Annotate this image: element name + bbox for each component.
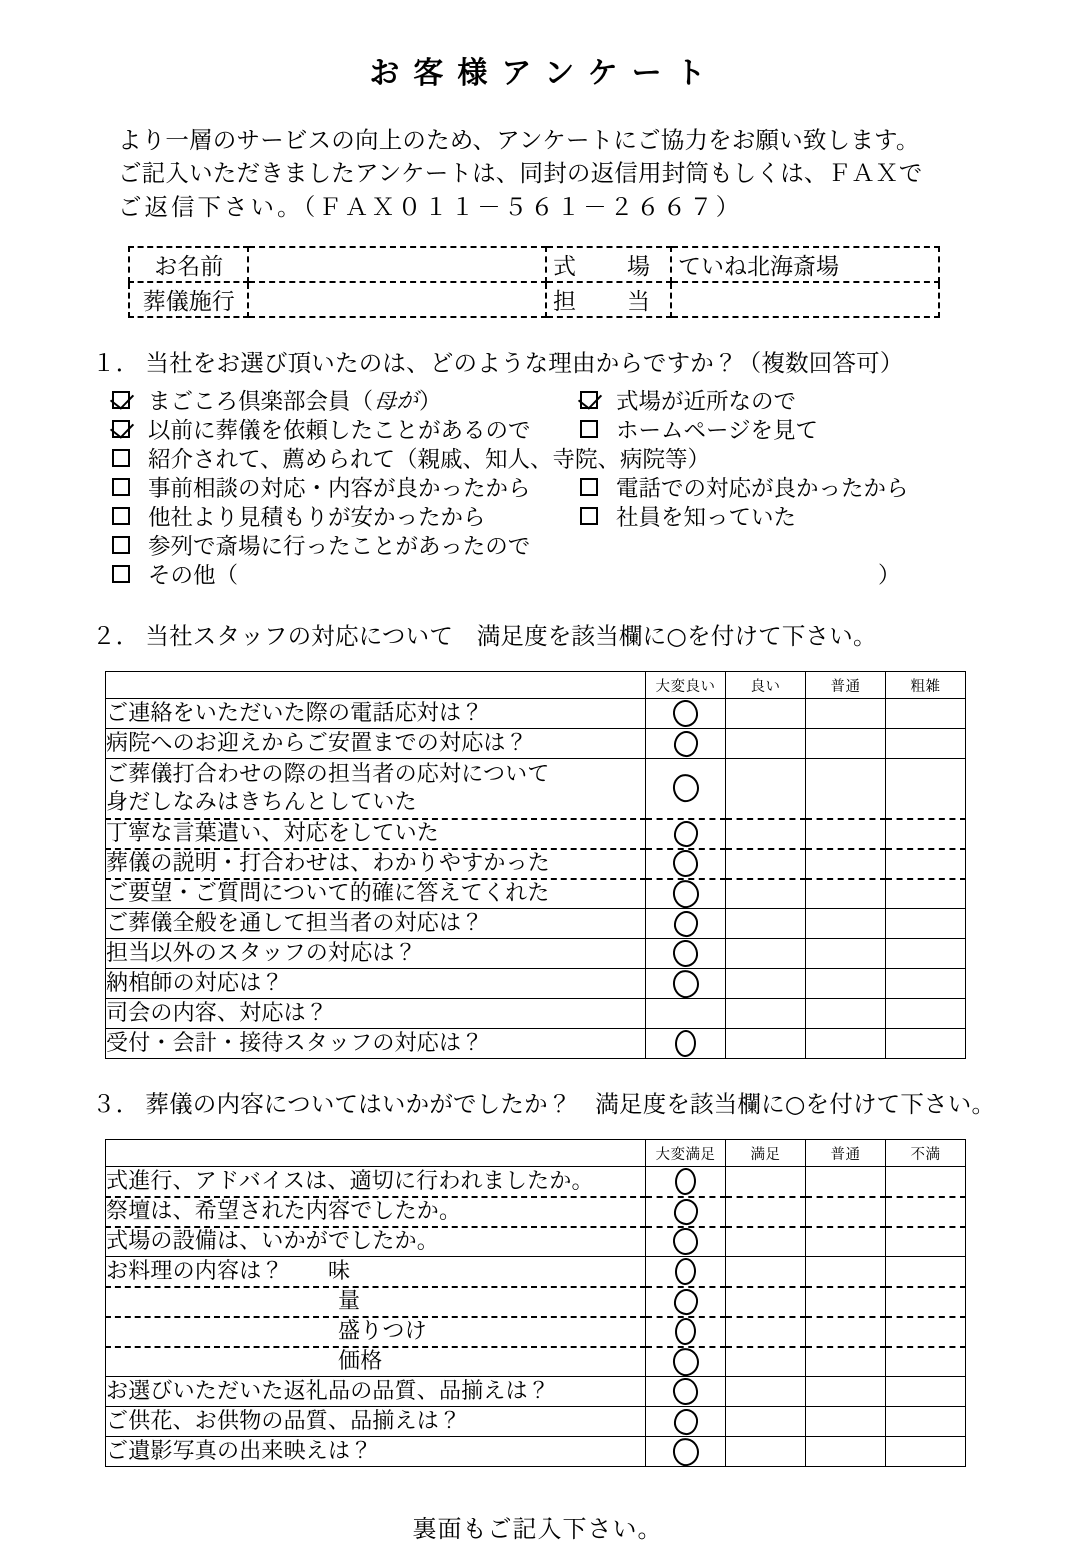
rating-cell-dissatisfied[interactable] [886,1197,966,1227]
rating-cell-normal[interactable] [806,1197,886,1227]
table-row [106,1287,966,1317]
rating-cell-poor[interactable] [886,1029,966,1059]
question-2-number: ２． [92,622,140,651]
row-label: 価格 [106,1347,646,1377]
rating-cell-dissatisfied[interactable] [886,1377,966,1407]
page-title: お客様アンケート [369,56,720,91]
name-value[interactable] [248,247,546,282]
table-row [106,939,966,969]
intro-paragraph [118,124,1075,224]
customer-info-table [128,246,940,318]
header-normal: 普通 [806,672,886,699]
row-label [106,759,646,819]
checkbox-icon[interactable] [580,420,598,438]
circle-mark-icon [674,1318,696,1346]
checkbox-icon[interactable] [580,478,598,496]
rating-cell-dissatisfied[interactable] [886,1407,966,1437]
checkbox-checked-icon[interactable] [112,420,130,438]
checkbox-icon[interactable] [112,565,130,583]
checkbox-checked-icon[interactable] [580,391,598,409]
rating-cell-very-good[interactable] [646,699,726,729]
option-row [112,442,1075,474]
circle-mark-icon [672,1408,698,1436]
circle-mark-icon [670,877,701,910]
circle-mark-icon [674,1030,696,1058]
rating-cell-dissatisfied[interactable] [886,1257,966,1287]
table-row [106,1167,966,1197]
row-label: 量 [106,1287,646,1317]
option-row [112,500,1075,532]
option-label: 紹介されて、薦められて（親戚、知人、寺院、病院等） [148,447,711,474]
table-row [106,969,966,999]
rating-cell-very-satisfied[interactable] [646,1347,726,1377]
header-good: 良い [726,672,806,699]
option-suffix: ） [419,389,442,416]
table-row [106,1377,966,1407]
table-header-row [106,672,966,699]
row-label: お選びいただいた返礼品の品質、品揃えは？ [106,1377,646,1407]
rating-cell-good[interactable] [726,819,806,849]
table-row [106,1407,966,1437]
header-dissatisfied: 不満 [886,1140,966,1167]
checkbox-checked-icon[interactable] [112,391,130,409]
handwritten-note: 母が [373,387,419,415]
rating-cell-satisfied[interactable] [726,1437,806,1467]
rating-cell-very-good[interactable] [646,939,726,969]
rating-cell-normal[interactable] [806,1347,886,1377]
option-homepage[interactable] [580,413,980,445]
checkbox-icon[interactable] [112,449,130,467]
rating-cell-very-satisfied[interactable] [646,1317,726,1347]
header-very-good: 大変良い [646,672,726,699]
option-other[interactable] [112,558,922,590]
survey-page [0,48,1075,1568]
option-row [112,413,1075,445]
rating-cell-normal[interactable] [806,1437,886,1467]
rating-cell-good[interactable] [726,999,806,1029]
rating-cell-very-good[interactable] [646,819,726,849]
question-1-block [0,344,1075,590]
row-label: ご葬儀全般を通して担当者の対応は？ [106,909,646,939]
rating-cell-good[interactable] [726,699,806,729]
rating-cell-good[interactable] [726,939,806,969]
question-3-heading [92,1085,1075,1119]
rating-cell-normal[interactable] [806,939,886,969]
rating-cell-very-good[interactable] [646,879,726,909]
header-poor: 粗雑 [886,672,966,699]
rating-cell-poor[interactable] [886,879,966,909]
rating-cell-satisfied[interactable] [726,1347,806,1377]
option-label: その他（ [148,563,239,590]
rating-cell-normal[interactable] [806,1407,886,1437]
rating-cell-satisfied[interactable] [726,1377,806,1407]
question-3-number: ３． [92,1090,140,1119]
rating-cell-very-satisfied[interactable] [646,1407,726,1437]
row-label-line-1: ご葬儀打合わせの際の担当者の応対について [106,762,550,788]
rating-cell-good[interactable] [726,909,806,939]
rating-cell-dissatisfied[interactable] [886,1317,966,1347]
option-venue-nearby[interactable] [580,384,980,416]
rating-cell-poor[interactable] [886,699,966,729]
rating-cell-good[interactable] [726,1029,806,1059]
option-magokoro-member[interactable] [112,384,580,416]
header-very-satisfied: 大変満足 [646,1140,726,1167]
question-2-text: 当社スタッフの対応について 満足度を該当欄に○を付けて下さい。 [145,622,877,651]
question-1-number: １． [92,349,140,378]
option-row [112,558,1075,590]
rating-cell-good[interactable] [726,849,806,879]
row-label: ご要望・ご質問について的確に答えてくれた [106,879,646,909]
table-row [106,1197,966,1227]
circle-mark-icon [672,1198,698,1226]
venue-label: 式 場 [546,247,671,282]
question-2-heading [92,617,1075,651]
intro-line-3: ご返信下さい。（ＦＡＸ０１１－５６１－２６６７） [118,192,743,221]
rating-cell-very-satisfied[interactable] [646,1167,726,1197]
rating-cell-poor[interactable] [886,759,966,819]
rating-cell-very-good[interactable] [646,729,726,759]
rating-cell-very-satisfied[interactable] [646,1287,726,1317]
rating-cell-satisfied[interactable] [726,1317,806,1347]
checkbox-icon[interactable] [112,507,130,525]
table-row [129,247,939,282]
table-row [106,1257,966,1287]
circle-mark-icon [672,1377,700,1406]
rating-cell-dissatisfied[interactable] [886,1287,966,1317]
option-label: まごころ倶楽部会員（ [148,389,374,416]
table-row [129,282,939,317]
row-label: 受付・会計・接待スタッフの対応は？ [106,1029,646,1059]
checkbox-icon[interactable] [580,507,598,525]
circle-mark-icon [674,1167,696,1195]
circle-mark-icon [672,1227,700,1256]
circle-mark-icon [672,939,700,968]
rating-cell-satisfied[interactable] [726,1197,806,1227]
question-3-table-wrap [105,1139,1075,1467]
table-row [106,1347,966,1377]
question-2-block [0,617,1075,1059]
table-row [106,699,966,729]
header-blank [106,1140,646,1167]
option-row [112,471,1075,503]
header-satisfied: 満足 [726,1140,806,1167]
rating-cell-very-good[interactable] [646,849,726,879]
rating-cell-normal[interactable] [806,969,886,999]
table-row [106,879,966,909]
name-label: お名前 [129,247,248,282]
row-label: 病院へのお迎えからご安置までの対応は？ [106,729,646,759]
table-row [106,729,966,759]
option-phone-response[interactable] [580,471,980,503]
option-cheaper-quote[interactable] [112,500,580,532]
intro-line-1: より一層のサービスの向上のため、アンケートにご協力をお願い致します。 [118,126,920,154]
rating-cell-poor[interactable] [886,849,966,879]
option-attended-before[interactable] [112,529,872,561]
rating-cell-very-good[interactable] [646,999,726,1029]
question-2-table-wrap [105,671,1075,1059]
rating-cell-normal[interactable] [806,999,886,1029]
circle-mark-icon [670,1345,701,1378]
rating-cell-poor[interactable] [886,819,966,849]
option-referral[interactable] [112,442,872,474]
option-label: 以前に葬儀を依頼したことがあるので [148,418,531,445]
row-label: 式場の設備は、いかがでしたか。 [106,1227,646,1257]
row-label: ご供花、お供物の品質、品揃えは？ [106,1407,646,1437]
rating-cell-very-satisfied[interactable] [646,1197,726,1227]
rating-cell-normal[interactable] [806,1287,886,1317]
staff-rating-table [105,671,966,1059]
staff-label: 担 当 [546,282,671,317]
option-label: 他社より見積もりが安かったから [148,505,486,532]
rating-cell-very-good[interactable] [646,1029,726,1059]
rating-cell-very-satisfied[interactable] [646,1257,726,1287]
row-label: ご遺影写真の出来映えは？ [106,1437,646,1467]
table-row [106,819,966,849]
rating-cell-good[interactable] [726,879,806,909]
circle-mark-icon [670,772,701,805]
option-label: 社員を知っていた [616,505,797,532]
rating-cell-very-satisfied[interactable] [646,1437,726,1467]
option-label: ホームページを見て [616,418,819,445]
rating-cell-poor[interactable] [886,909,966,939]
rating-cell-satisfied[interactable] [726,1257,806,1287]
rating-cell-poor[interactable] [886,939,966,969]
row-label: お料理の内容は？ 味 [106,1257,646,1287]
row-label: 葬儀の説明・打合わせは、わかりやすかった [106,849,646,879]
rating-cell-normal[interactable] [806,819,886,849]
circle-mark-icon [672,1288,698,1316]
rating-cell-normal[interactable] [806,1167,886,1197]
table-row [106,849,966,879]
row-label: 担当以外のスタッフの対応は？ [106,939,646,969]
option-label: 式場が近所なので [616,389,797,416]
rating-cell-normal[interactable] [806,729,886,759]
circle-mark-icon [672,730,698,758]
rating-cell-satisfied[interactable] [726,1167,806,1197]
circle-mark-icon [672,820,698,848]
table-row [106,909,966,939]
circle-mark-icon [672,910,698,938]
option-knew-employee[interactable] [580,500,980,532]
rating-cell-normal[interactable] [806,1227,886,1257]
rating-cell-normal[interactable] [806,879,886,909]
table-row [106,1227,966,1257]
rating-cell-normal[interactable] [806,1377,886,1407]
rating-cell-very-satisfied[interactable] [646,1377,726,1407]
rating-cell-very-good[interactable] [646,909,726,939]
option-preconsultation[interactable] [112,471,580,503]
rating-cell-very-good[interactable] [646,969,726,999]
circle-mark-icon [674,1257,696,1285]
circle-mark-icon [670,1435,701,1468]
rating-cell-normal[interactable] [806,699,886,729]
option-row [112,529,1075,561]
table-row [106,999,966,1029]
row-label: 盛りつけ [106,1317,646,1347]
header-blank [106,672,646,699]
row-label: ご連絡をいただいた際の電話応対は？ [106,699,646,729]
row-label: 祭壇は、希望された内容でしたか。 [106,1197,646,1227]
circle-mark-icon [670,967,701,1000]
rating-cell-good[interactable] [726,969,806,999]
option-previous-funeral[interactable] [112,413,580,445]
question-3-block [0,1085,1075,1467]
question-3-text: 葬儀の内容についてはいかがでしたか？ 満足度を該当欄に○を付けて下さい。 [145,1090,996,1119]
row-label-line-2: 身だしなみはきちんとしていた [106,790,417,816]
header-normal: 普通 [806,1140,886,1167]
rating-cell-satisfied[interactable] [726,1287,806,1317]
row-label: 納棺師の対応は？ [106,969,646,999]
circle-mark-icon [672,699,700,728]
rating-cell-poor[interactable] [886,729,966,759]
checkbox-icon[interactable] [112,536,130,554]
rating-cell-normal[interactable] [806,909,886,939]
option-label: 電話での対応が良かったから [616,476,909,503]
table-header-row [106,1140,966,1167]
circle-mark-icon [672,849,700,878]
option-label: 事前相談の対応・内容が良かったから [148,476,531,503]
rating-cell-dissatisfied[interactable] [886,1347,966,1377]
rating-cell-satisfied[interactable] [726,1227,806,1257]
rating-cell-dissatisfied[interactable] [886,1437,966,1467]
option-row [112,384,1075,416]
rating-cell-normal[interactable] [806,849,886,879]
question-1-heading [92,344,1075,378]
rating-cell-normal[interactable] [806,1257,886,1287]
rating-cell-good[interactable] [726,759,806,819]
table-row [106,1317,966,1347]
rating-cell-very-satisfied[interactable] [646,1227,726,1257]
rating-cell-satisfied[interactable] [726,1407,806,1437]
table-row [106,759,966,819]
rating-cell-good[interactable] [726,729,806,759]
option-label: 参列で斎場に行ったことがあったので [148,534,531,561]
rating-cell-dissatisfied[interactable] [886,1227,966,1257]
rating-cell-normal[interactable] [806,759,886,819]
intro-line-2: ご記入いただきましたアンケートは、同封の返信用封筒もしくは、ＦＡＸで [118,159,923,188]
rating-cell-dissatisfied[interactable] [886,1167,966,1197]
rating-cell-poor[interactable] [886,969,966,999]
table-row [106,1437,966,1467]
rating-cell-normal[interactable] [806,1029,886,1059]
row-label: 式進行、アドバイスは、適切に行われましたか。 [106,1167,646,1197]
question-1-options [112,384,1075,590]
content-rating-table [105,1139,966,1467]
staff-value[interactable] [671,282,939,317]
rating-cell-very-good[interactable] [646,759,726,819]
question-1-text: 当社をお選び頂いたのは、どのような理由からですか？（複数回答可） [145,349,904,378]
service-value[interactable] [248,282,546,317]
service-label: 葬儀施行 [129,282,248,317]
option-suffix: ） [878,563,901,590]
venue-value[interactable]: ていね北海斎場 [671,247,939,282]
row-label: 司会の内容、対応は？ [106,999,646,1029]
row-label: 丁寧な言葉遣い、対応をしていた [106,819,646,849]
rating-cell-normal[interactable] [806,1317,886,1347]
checkbox-icon[interactable] [112,478,130,496]
rating-cell-poor[interactable] [886,999,966,1029]
table-row [106,1029,966,1059]
footer-note: 裏面もご記入下さい。 [412,1515,663,1544]
